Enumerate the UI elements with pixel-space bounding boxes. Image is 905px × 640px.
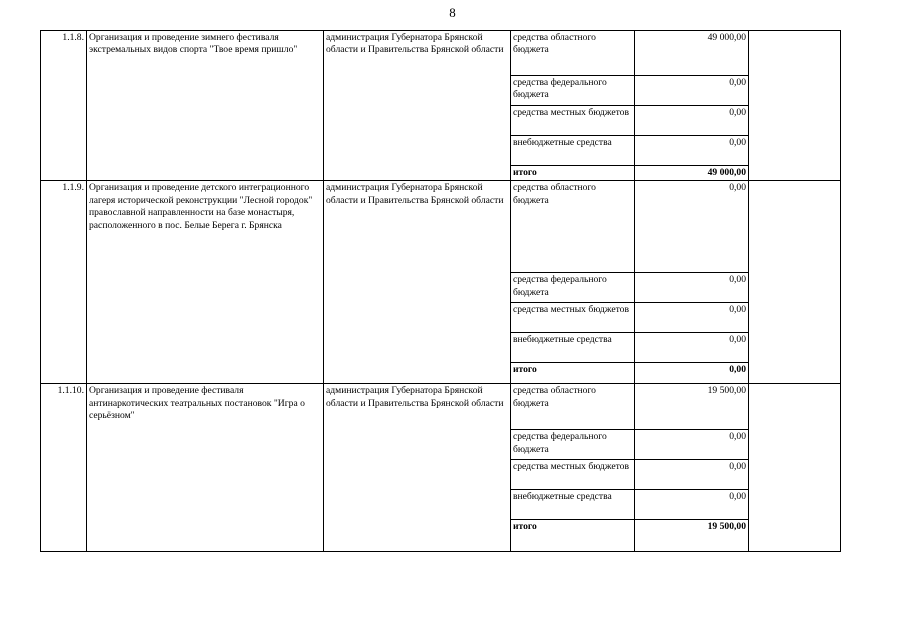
item-executor: администрация Губернатора Брянской области и Правительства Брянской области (324, 181, 511, 384)
empty-cell (749, 181, 841, 384)
item-executor: администрация Губернатора Брянской области и Правительства Брянской области (324, 31, 511, 181)
source-value: 0,00 (635, 273, 749, 303)
source-value: 0,00 (635, 490, 749, 520)
item-executor: администрация Губернатора Брянской области и Правительства Брянской области (324, 384, 511, 552)
source-label: средства областного бюджета (511, 384, 635, 430)
source-value: 0,00 (635, 181, 749, 273)
source-value: 0,00 (635, 76, 749, 106)
budget-table (40, 30, 841, 552)
table-row (41, 384, 841, 430)
empty-cell (749, 31, 841, 181)
source-label: средства федерального бюджета (511, 273, 635, 303)
source-value: 0,00 (635, 460, 749, 490)
source-label: средства местных бюджетов (511, 303, 635, 333)
source-label: внебюджетные средства (511, 136, 635, 166)
item-code: 1.1.9. (41, 181, 87, 384)
item-code: 1.1.8. (41, 31, 87, 181)
total-label: итого (511, 520, 635, 552)
source-value: 0,00 (635, 303, 749, 333)
table-row (41, 31, 841, 76)
total-value: 19 500,00 (635, 520, 749, 552)
table-row (41, 181, 841, 273)
source-value: 0,00 (635, 106, 749, 136)
total-label: итого (511, 166, 635, 181)
source-value: 19 500,00 (635, 384, 749, 430)
source-label: внебюджетные средства (511, 490, 635, 520)
total-value: 49 000,00 (635, 166, 749, 181)
empty-cell (749, 384, 841, 552)
source-value: 49 000,00 (635, 31, 749, 76)
item-name: Организация и проведение детского интеграционного лагеря исторической реконструкции "Лесной городок" православной направленности на базе монастыря, расположенного в пос. Белые Берега г. Брянска (87, 181, 324, 384)
source-label: средства областного бюджета (511, 31, 635, 76)
source-label: внебюджетные средства (511, 333, 635, 363)
total-label: итого (511, 363, 635, 384)
page-number: 8 (449, 5, 456, 20)
source-value: 0,00 (635, 333, 749, 363)
source-label: средства местных бюджетов (511, 106, 635, 136)
source-label: средства федерального бюджета (511, 76, 635, 106)
item-code: 1.1.10. (41, 384, 87, 552)
item-name: Организация и проведение фестиваля антинаркотических театральных постановок "Игра о серьёзном" (87, 384, 324, 552)
source-label: средства областного бюджета (511, 181, 635, 273)
total-value: 0,00 (635, 363, 749, 384)
source-value: 0,00 (635, 430, 749, 460)
item-name: Организация и проведение зимнего фестиваля экстремальных видов спорта "Твое время пришло" (87, 31, 324, 181)
source-value: 0,00 (635, 136, 749, 166)
source-label: средства местных бюджетов (511, 460, 635, 490)
source-label: средства федерального бюджета (511, 430, 635, 460)
